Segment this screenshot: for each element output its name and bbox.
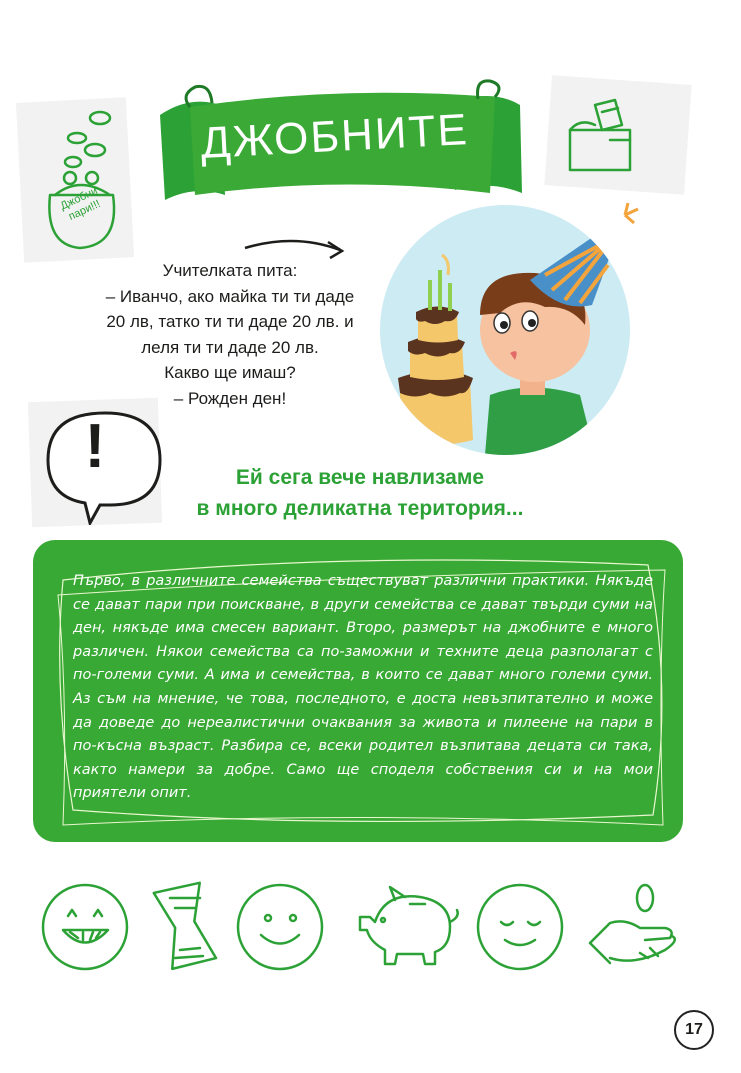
purse-label: Джобни пари!!! — [58, 184, 103, 223]
hourglass-icon — [145, 878, 225, 973]
section-heading — [170, 462, 550, 524]
content-face-icon — [473, 880, 568, 975]
coin-purse-icon — [25, 100, 135, 260]
hand-coin-icon — [580, 878, 690, 973]
joke-line: – Иванчо, ако майка ти ти даде — [105, 286, 355, 306]
joke-line: 20 лв, татко ти ти даде 20 лв. и — [106, 312, 354, 331]
joke-line: – Рожден ден! — [173, 388, 287, 408]
heading-line: Ей сега вече навлизаме — [235, 466, 485, 489]
joke-line: леля ти ти даде 20 лв. — [141, 337, 319, 357]
page-number: 17 — [674, 1010, 714, 1050]
exclamation-mark: ! — [84, 412, 106, 481]
piggy-bank-icon — [355, 882, 465, 972]
heading-line: в много деликатна територия... — [196, 497, 524, 520]
joke-line: Учителката пита: — [162, 261, 298, 280]
birthday-boy-illustration — [370, 195, 640, 455]
page-title: ДЖОБНИТЕ — [199, 105, 470, 168]
joke-text — [95, 258, 365, 411]
joke-line: Какво ще имаш? — [164, 363, 296, 382]
smiling-face-icon — [233, 880, 328, 975]
wallet-icon — [560, 90, 640, 180]
body-paragraph: Първо, в различните семейства съществуват различни практики. Някъде се дават пари при поискване, в други семейства се дават твърди суми на ден, някъде има смесен вариант. Второ, размерът на джобните е много различен. Някои семейства са по-заможни и техните деца разполагат с по-големи суми. А има и семейства, в които се дават много големи суми. Аз съм на мнение, че това, последното, е доста невъзпитателно и може да доведе до нереалистични очаквания за живота и пилеене на пари в по-късна възраст. Разбира се, всеки родител възпитава децата си така, както намери за добре. Само ще споделя собствения си и на мои приятели опит. — [73, 573, 653, 802]
laughing-face-icon — [38, 880, 133, 975]
